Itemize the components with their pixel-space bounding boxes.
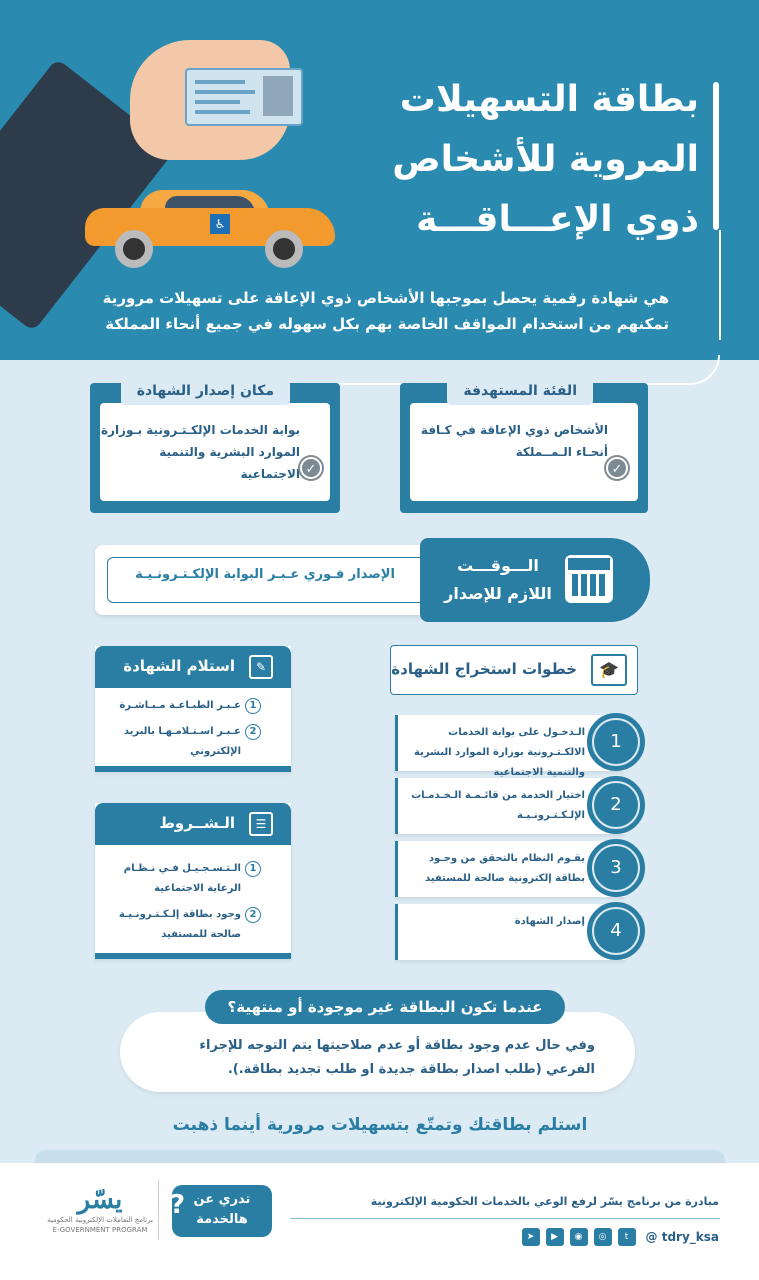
snapchat-icon[interactable]: ◉ (570, 1228, 588, 1246)
list-item: 2 عـبـر اسـتـلامـهـا بالبريد الإلكتروني (95, 722, 291, 762)
social-links (522, 1228, 719, 1246)
divider (719, 230, 721, 340)
receive-panel (95, 646, 291, 772)
accessibility-icon: ♿ (210, 214, 230, 234)
steps-title: خطوات استخراج الشهادة (391, 660, 577, 678)
list-item: 2 وجود بطاقة إلـكـتـرونـيـة صالحة للمستفيد (95, 905, 291, 945)
graduation-cap-icon: 🎓 (591, 654, 627, 686)
intro-text: هي شهادة رقمية يحصل بموجبها الأشخاص ذوي الإعاقة على تسهيلات مرورية تمكنهم من استخدام المواقف الخاصة بهم بكل سهوله في جميع أنحاء المملكة (102, 289, 669, 333)
step-number: 2 (587, 776, 645, 834)
step-item: يقـوم النظام بالتحقق من وجـود بطاقة إلكترونية صالحة للمستفيد 3 (395, 841, 625, 897)
issue-place-text: بوابة الخدمات الإلكـتـرونية بـوزارة الموارد البشرية والتنمية الاجتماعية (100, 423, 300, 481)
slogan: استلم بطاقتك وتمتّع بتسهيلات مرورية أينما ذهبت (172, 1115, 588, 1135)
calendar-icon (565, 555, 613, 603)
issue-place-box (90, 383, 340, 513)
step-item: إصدار الشهادة 4 (395, 904, 625, 960)
step-item: اختيار الخدمة من قائـمـة الـخـدمـات الإلـكـتـرونـيـة 2 (395, 778, 625, 834)
check-icon: ✓ (300, 457, 322, 479)
target-label: الفئة المستهدفة (447, 377, 593, 405)
divider (158, 1180, 159, 1240)
certificate-icon: ✎ (249, 655, 273, 679)
list-item: 1 الـتـسـجـيـل فـي نـظـام الرعاية الاجتماعية (95, 859, 291, 899)
time-value: الإصدار فـوري عـبـر البوابة الإلكـتـرونـيـة (135, 567, 395, 582)
expired-box (120, 1012, 635, 1092)
step-number: 4 (587, 902, 645, 960)
expired-text: وفي حال عدم وجود بطاقة أو عدم صلاحيتها يتم التوجه للإجراء الفرعي (طلب اصدار بطاقة جديدة او طلب تجديد بطاقة.). (199, 1038, 595, 1077)
time-label-box (420, 538, 650, 622)
yusr-logo: يسّر برنامج التعاملات الإلكترونية الحكومية E-GOVERNMENT PROGRAM (47, 1185, 153, 1234)
question-mark-icon: ? (170, 1190, 186, 1220)
car-illustration (85, 190, 345, 260)
twitter-icon[interactable]: t (618, 1228, 636, 1246)
step-number: 1 (587, 713, 645, 771)
step-item: الـدخـول على بوابة الخدمات الالكـتـرونية بوزارة الموارد البشرية والتنمية الاجتماعية 1 (395, 715, 625, 771)
step-number: 3 (587, 839, 645, 897)
social-handle[interactable]: @ tdry_ksa (645, 1230, 719, 1244)
receive-title: استلام الشهادة (123, 657, 235, 675)
list-item: 1 عـبـر الطبـاعـة مـبـاشـرة (95, 696, 291, 716)
time-label-line2: اللازم للإصدار (444, 584, 552, 603)
target-text: الأشخاص ذوي الإعاقة في كـافة أنحـاء الـمــملكة (420, 423, 608, 459)
youtube-icon[interactable]: ▶ (546, 1228, 564, 1246)
expired-title: عندما تكون البطاقة غير موجودة أو منتهية؟ (205, 990, 565, 1024)
tdry-logo: ? تدري عن هالخدمة (172, 1185, 272, 1237)
steps-header (390, 645, 638, 695)
telegram-icon[interactable]: ➤ (522, 1228, 540, 1246)
issue-place-label: مكان إصدار الشهادة (121, 377, 290, 405)
conditions-title: الـشــروط (159, 814, 235, 832)
page-title: بطاقة التسهيلات المروية للأشخاص ذوي الإعـــاقـــة (392, 79, 699, 240)
divider (290, 1218, 720, 1219)
id-card-icon (185, 68, 303, 126)
instagram-icon[interactable]: ◎ (594, 1228, 612, 1246)
initiative-text: مبادرة من برنامج يسّر لرفع الوعي بالخدمات الحكومية الإلكترونية (370, 1195, 719, 1208)
time-label-line1: الـــوقـــت (457, 556, 539, 575)
checklist-icon: ☰ (249, 812, 273, 836)
check-icon: ✓ (606, 457, 628, 479)
conditions-panel (95, 803, 291, 959)
title-accent (713, 82, 719, 230)
target-box (400, 383, 648, 513)
footer-band (35, 1150, 725, 1164)
